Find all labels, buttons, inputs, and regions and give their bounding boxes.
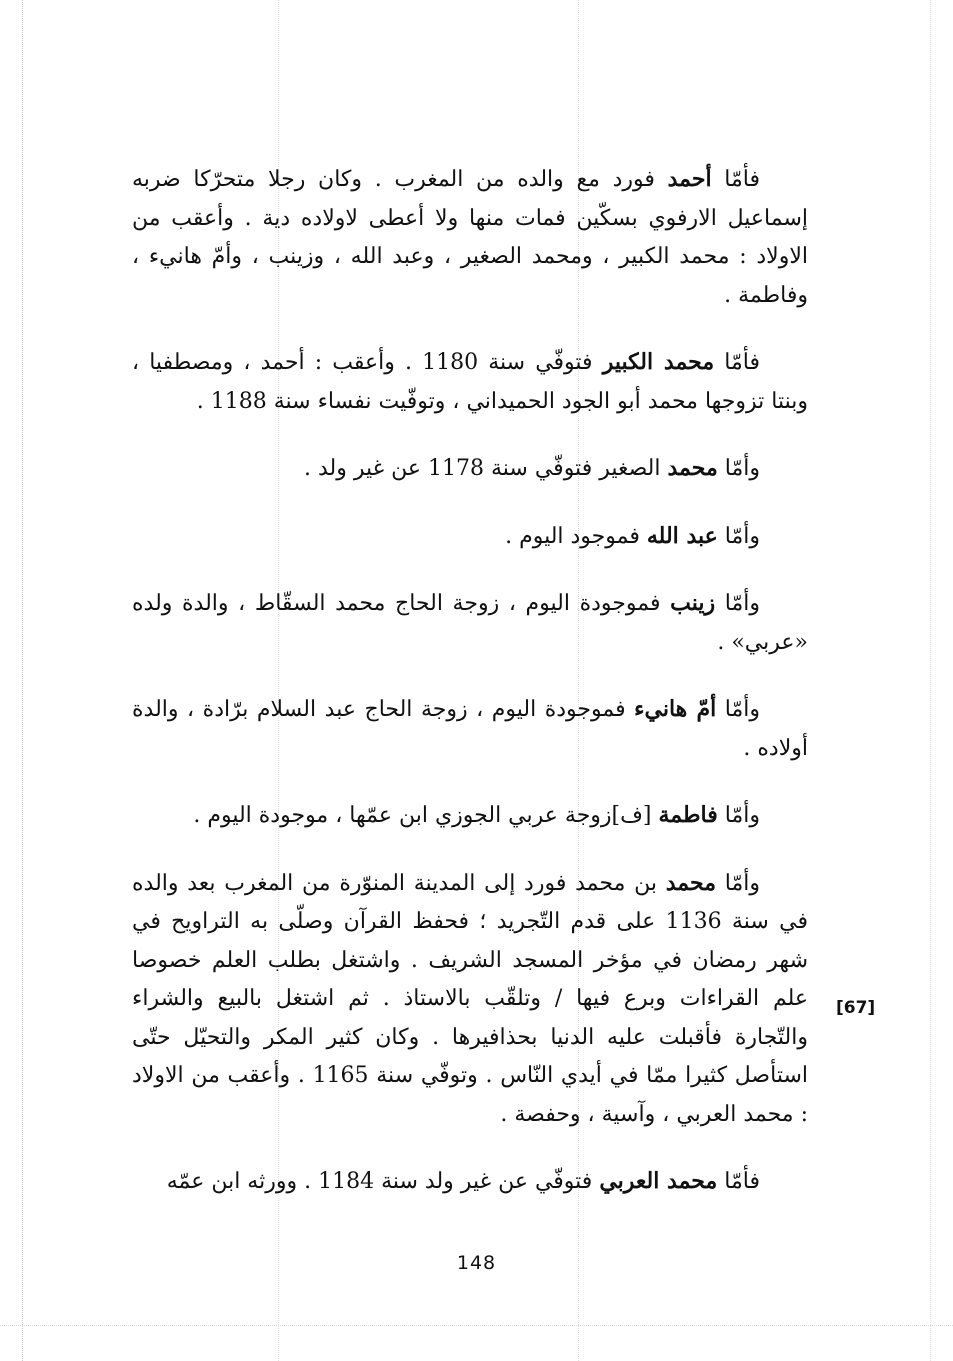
paragraph-muhammad-alsaghir: وأمّا محمد الصغير فتوفّي سنة 1178 عن غير ولد . <box>303 455 760 481</box>
paragraph-muhammad-alarabi: فأمّا محمد العربي فتوفّي عن غير ولد سنة 1184 . وورثه ابن عمّه <box>166 1168 760 1194</box>
scan-guide-line <box>0 1325 953 1326</box>
person-name: أحمد <box>667 166 712 192</box>
person-name: أمّ هانيء <box>634 696 717 722</box>
paragraph-ahmad: فأمّا أحمد فورد مع والده من المغرب . وكان رجلا متحرّكا ضربه إسماعيل الارفوي بسكّين فمات منها ولا أعطى لاولاده دية . وأعقب من الاولاد : محمد الكبير ، ومحمد الصغير ، وعبد الله ، وزينب ، وأمّ هانيء ، وفاطمة . <box>132 166 808 308</box>
person-name: فاطمة <box>658 802 718 828</box>
person-name: عبد الله <box>646 522 718 549</box>
paragraph-umm-hani: وأمّا أمّ هانيء فموجودة اليوم ، زوجة الحاج عبد السلام برّادة ، والدة أولاده . <box>132 696 808 761</box>
scan-guide-line <box>22 0 23 1361</box>
person-name: محمد الكبير <box>602 349 715 375</box>
paragraph-muhammad-bin-muhammad: وأمّا محمد بن محمد فورد إلى المدينة المنوّرة من المغرب بعد والده في سنة 1136 على قدم التّجريد ؛ فحفظ القرآن وصلّى به التراويح في شهر رمضان في مؤخر المسجد الشريف . واشتغل بطلب العلم خصوصا علم القراءات وبرع فيها / وتلقّب بالاستاذ . ثم اشتغل بالبيع والشراء والتّجارة فأقبلت عليه الدنيا بحذافيرها . وكان كثير المكر والتحيّل حتّى استأصل كثيرا ممّا في أيدي النّاس . وتوفّي سنة 1165 . وأعقب من الاولاد : محمد العربي ، وآسية ، وحفصة . <box>132 869 809 1127</box>
paragraph-muhammad-alkabir: فأمّا محمد الكبير فتوفّي سنة 1180 . وأعقب : أحمد ، ومصطفيا ، وبنتا تزوجها محمد أبو الجود الحميداني ، وتوفّيت نفساء سنة 1188 . <box>132 349 808 414</box>
scan-guide-line <box>930 0 931 1361</box>
paragraph-abdallah: وأمّا عبد الله فموجود اليوم . <box>505 522 760 549</box>
person-name: محمد <box>665 869 717 896</box>
paragraph-zaynab: وأمّا زينب فموجودة اليوم ، زوجة الحاج محمد السقّاط ، والدة ولده «عربي» . <box>132 590 808 655</box>
person-name: محمد العربي <box>599 1168 718 1194</box>
person-name: زينب <box>670 590 716 616</box>
page-number: 148 <box>456 1252 497 1274</box>
paragraph-fatima: وأمّا فاطمة [ف]زوجة عربي الجوزي ابن عمّها ، موجودة اليوم . <box>193 802 760 828</box>
main-text <box>132 160 808 1228</box>
manuscript-folio-reference: [67] <box>836 998 876 1018</box>
person-name: محمد <box>667 455 718 481</box>
